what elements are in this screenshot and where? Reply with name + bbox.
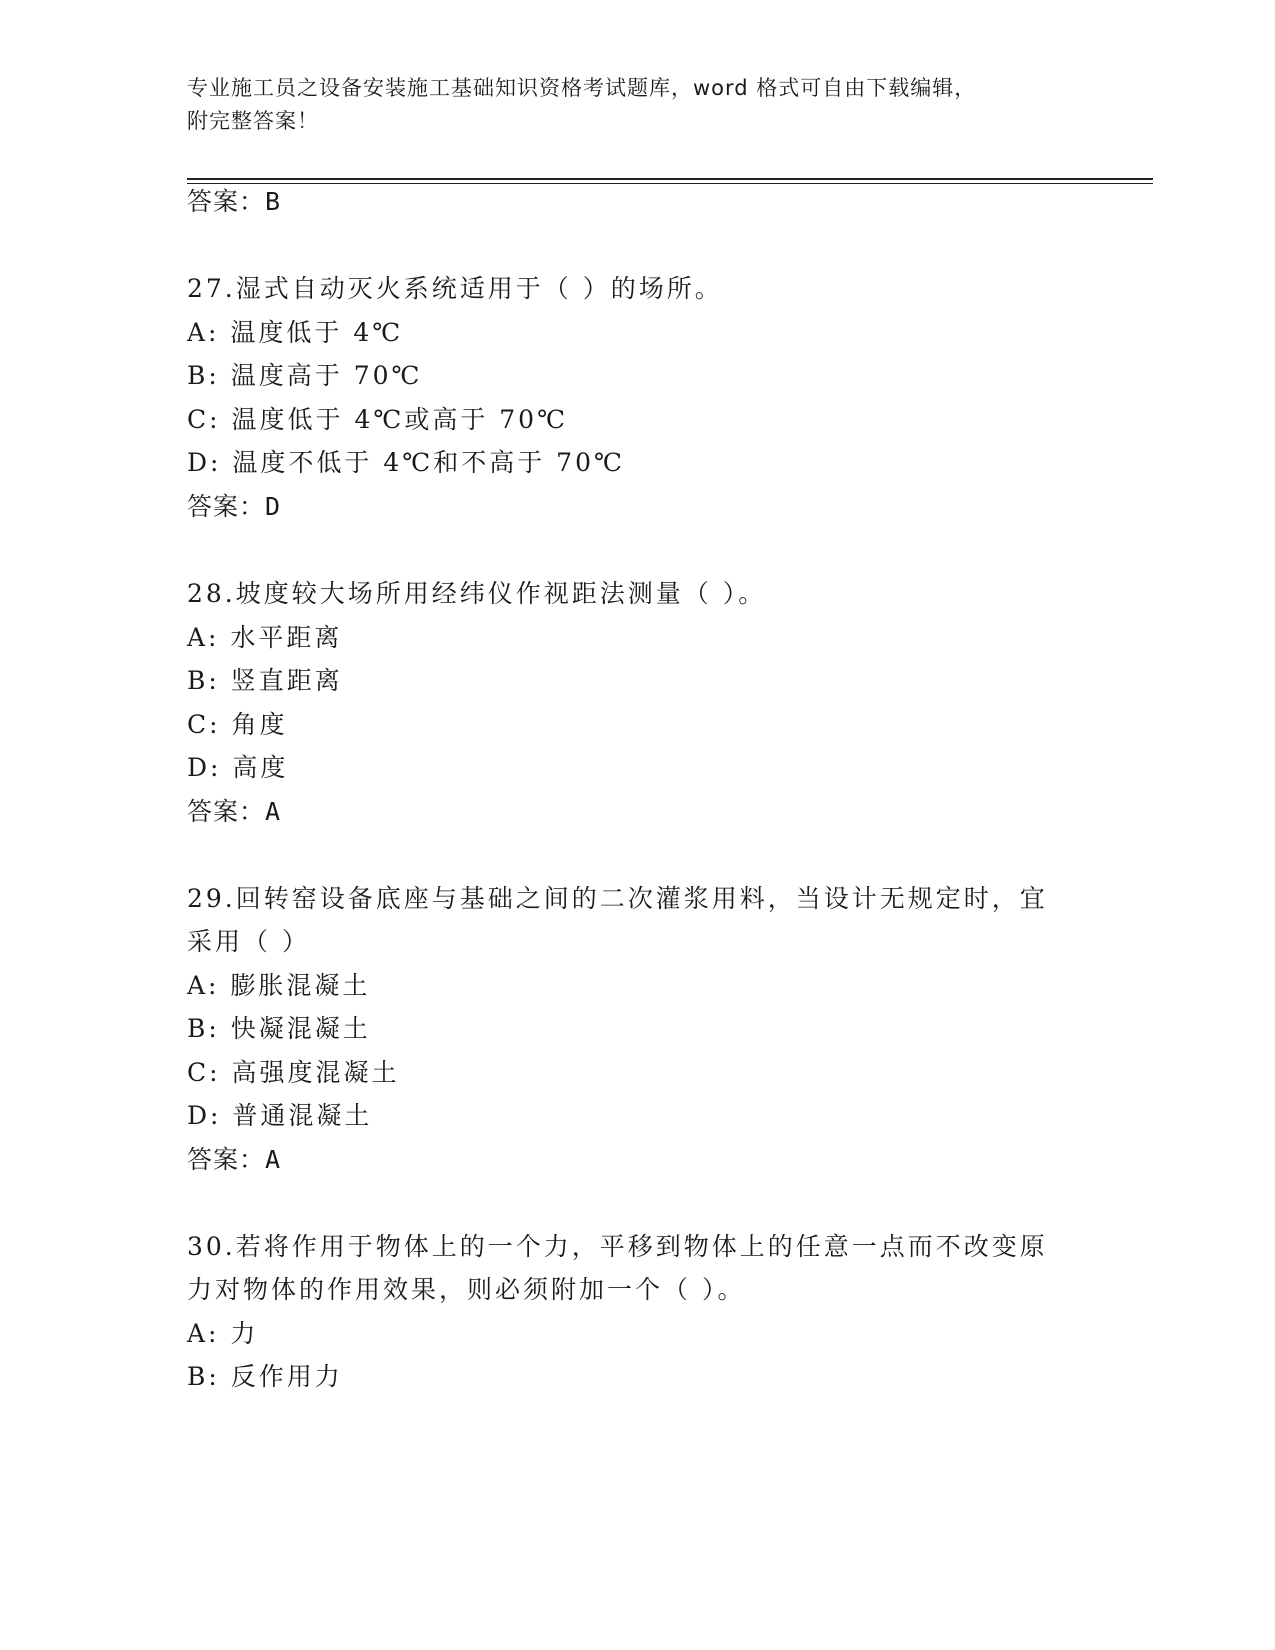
option-b: B: 竖直距离 <box>187 666 343 695</box>
answer-label: 答案： <box>187 797 266 826</box>
header-line-1: 专业施工员之设备安装施工基础知识资格考试题库，word 格式可自由下载编辑， <box>187 76 977 100</box>
header-divider <box>187 178 1153 184</box>
question-stem: 27.湿式自动灭火系统适用于（ ）的场所。 <box>187 274 723 303</box>
question-stem: 29.回转窑设备底座与基础之间的二次灌浆用料，当设计无规定时，宜 <box>187 884 1048 913</box>
question-stem-continued: 采用（ ） <box>187 927 310 956</box>
question-stem: 30.若将作用于物体上的一个力，平移到物体上的任意一点而不改变原 <box>187 1232 1048 1261</box>
answer-label: 答案： <box>187 492 266 521</box>
option-b: B: 温度高于 70℃ <box>187 361 423 390</box>
answer-value: D <box>265 492 282 521</box>
answer-line <box>187 492 281 522</box>
question-stem: 28.坡度较大场所用经纬仪作视距法测量（ ）。 <box>187 579 767 608</box>
option-d: D: 高度 <box>187 753 289 782</box>
option-b: B: 反作用力 <box>187 1362 343 1391</box>
option-c: C: 高强度混凝土 <box>187 1058 400 1087</box>
option-a: A: 力 <box>187 1319 259 1348</box>
option-a: A: 温度低于 4℃ <box>187 318 404 347</box>
option-c: C: 角度 <box>187 710 288 739</box>
question-stem-continued: 力对物体的作用效果，则必须附加一个（ ）。 <box>187 1275 746 1304</box>
document-header <box>187 72 1067 138</box>
answer-value: A <box>265 1145 282 1174</box>
option-a: A: 膨胀混凝土 <box>187 971 371 1000</box>
answer-value: B <box>265 187 282 216</box>
answer-line <box>187 1145 281 1175</box>
answer-line <box>187 797 281 827</box>
option-d: D: 普通混凝土 <box>187 1101 373 1130</box>
option-c: C: 温度低于 4℃或高于 70℃ <box>187 405 569 434</box>
answer-line <box>187 187 281 217</box>
option-a: A: 水平距离 <box>187 623 343 652</box>
header-line-2: 附完整答案！ <box>187 109 319 133</box>
answer-value: A <box>265 797 282 826</box>
answer-label: 答案： <box>187 187 266 216</box>
answer-label: 答案： <box>187 1145 266 1174</box>
option-d: D: 温度不低于 4℃和不高于 70℃ <box>187 448 625 477</box>
option-b: B: 快凝混凝土 <box>187 1014 371 1043</box>
